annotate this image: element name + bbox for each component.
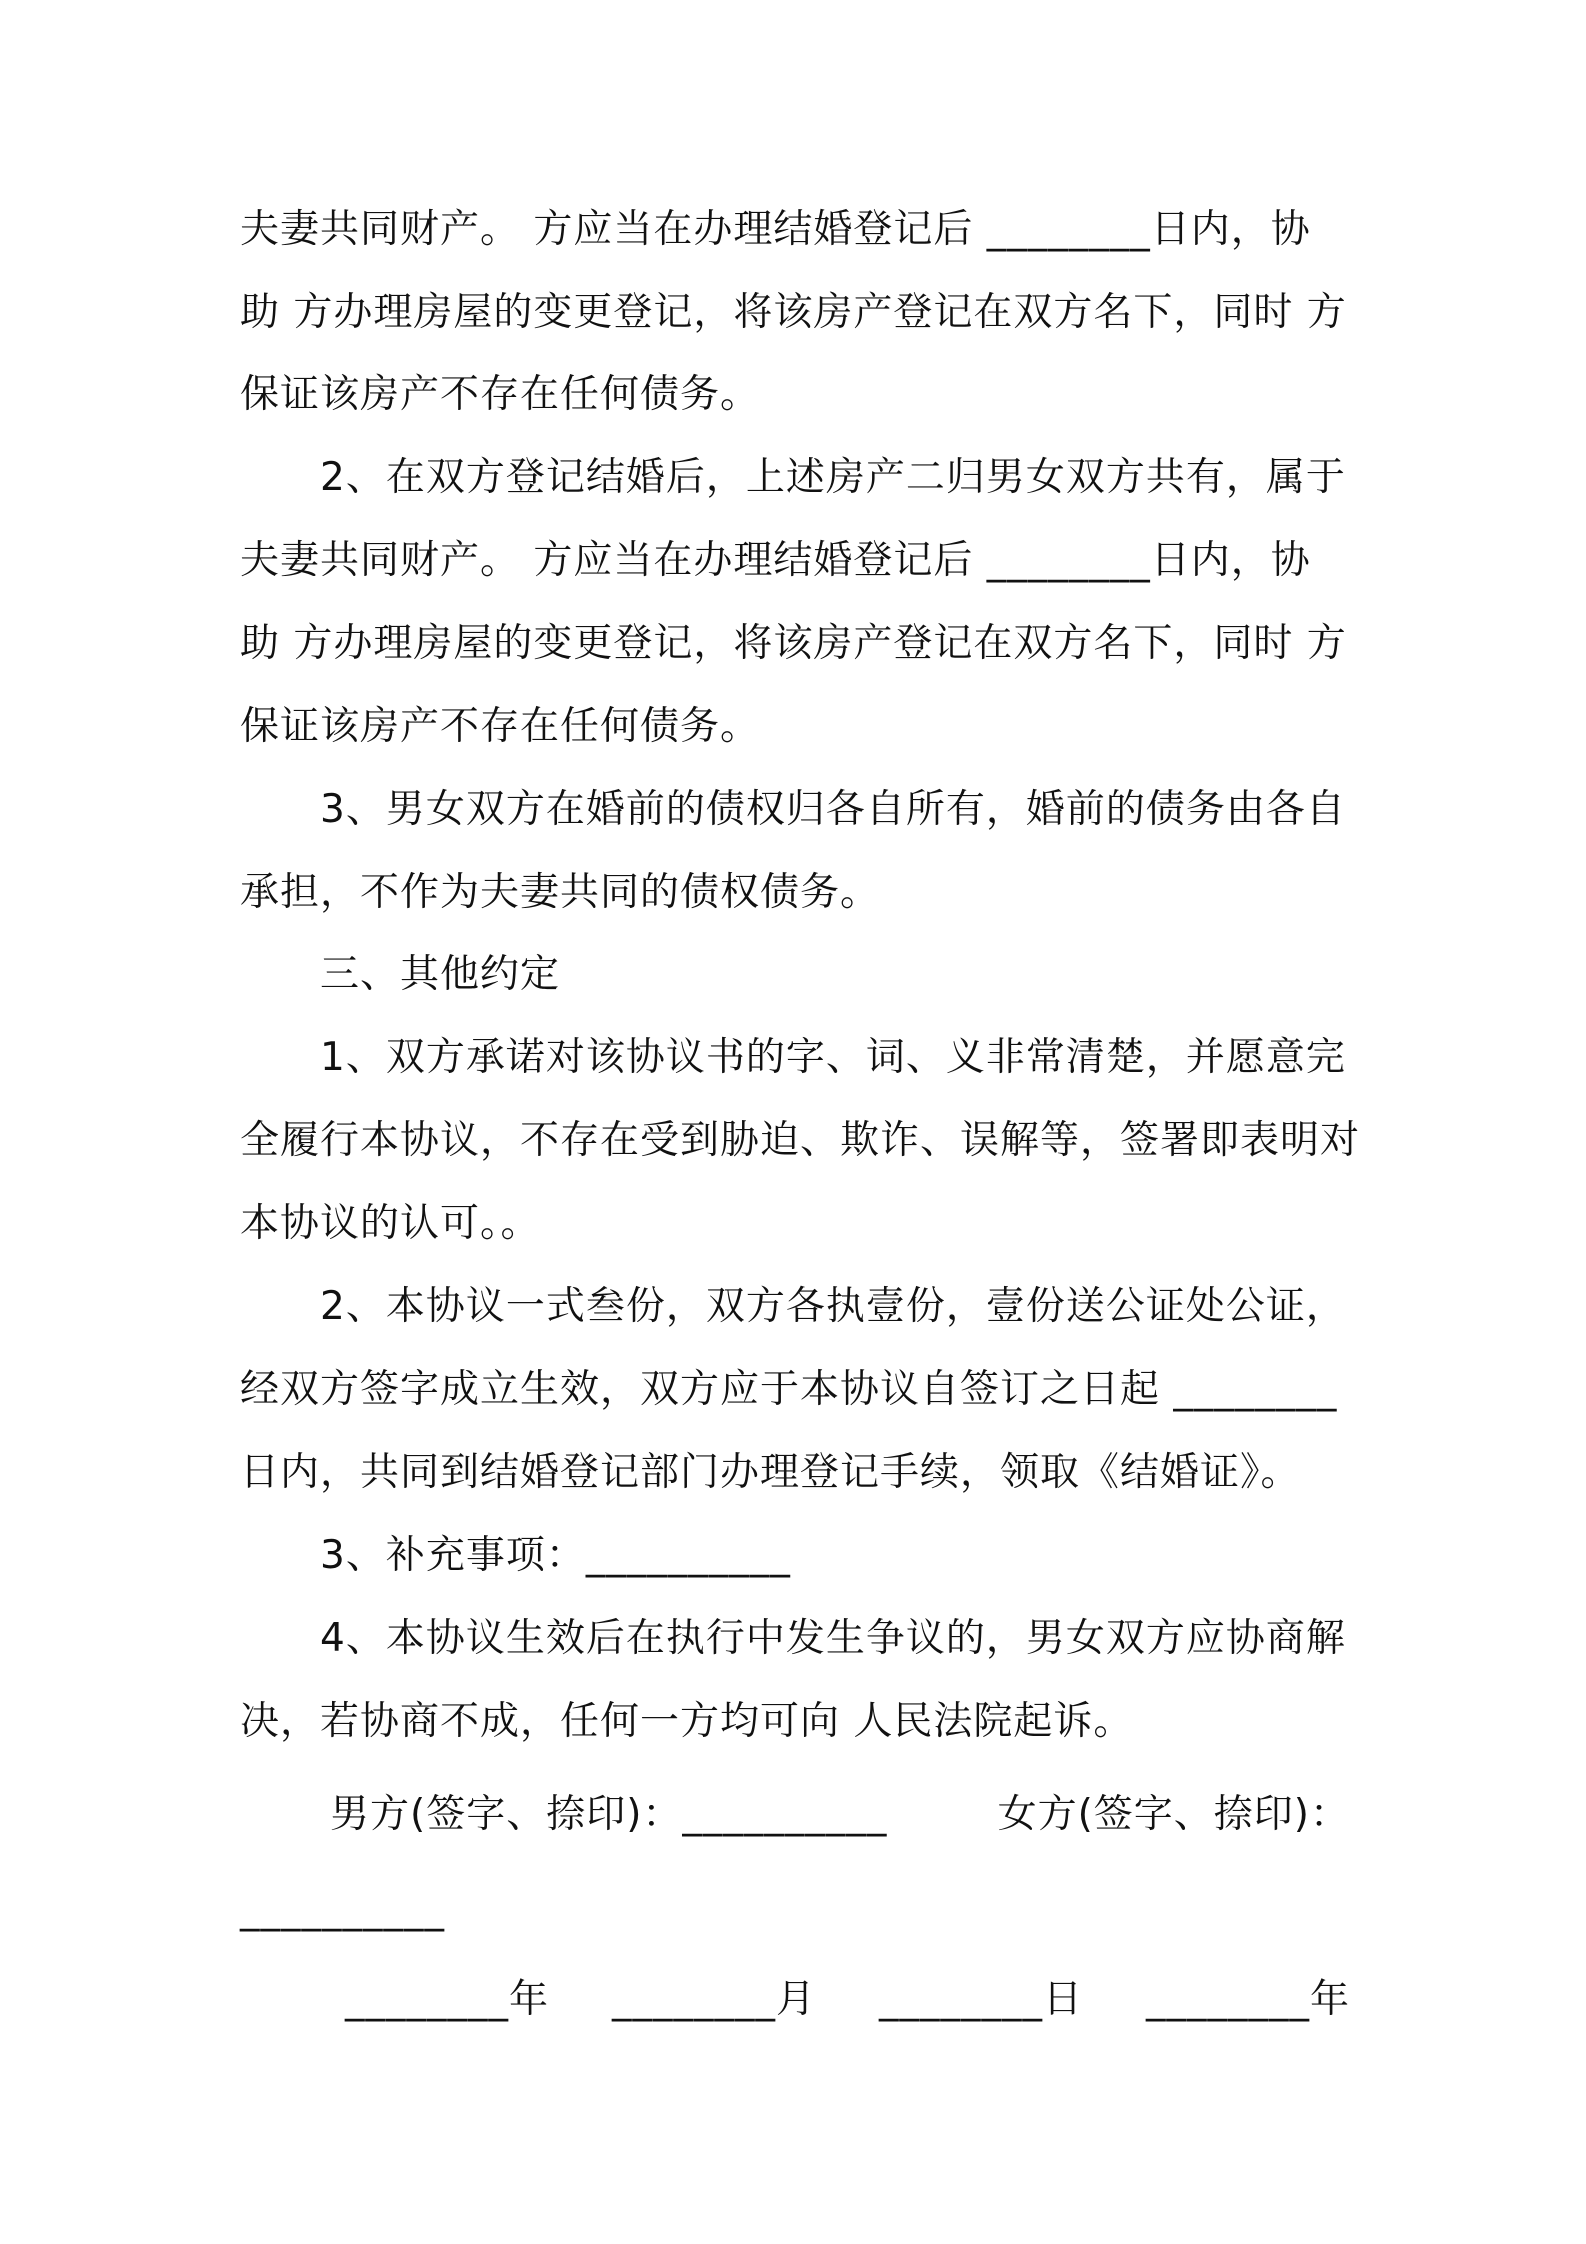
date-year-1: ________年 bbox=[345, 1977, 550, 2022]
paragraph-line: 助 方办理房屋的变更登记，将该房产登记在双方名下，同时 方 bbox=[240, 290, 1347, 335]
paragraph-line: 3、补充事项：__________ bbox=[320, 1533, 791, 1578]
female-signature-blank: __________ bbox=[240, 1887, 445, 1932]
paragraph-line: 夫妻共同财产。 方应当在办理结婚登记后 ________日内，协 bbox=[240, 538, 1311, 583]
signature-row bbox=[240, 1790, 1350, 1840]
paragraph-line: 2、本协议一式叁份，双方各执壹份，壹份送公证处公证， bbox=[320, 1284, 1346, 1329]
male-signature: 男方(签字、捺印)：__________ bbox=[330, 1792, 888, 1837]
date-row bbox=[240, 1975, 1350, 2025]
date-month: ________月 bbox=[611, 1977, 816, 2022]
date-day: ________日 bbox=[878, 1977, 1083, 2022]
paragraph-line: 2、在双方登记结婚后，上述房产二归男女双方共有，属于 bbox=[320, 455, 1346, 500]
paragraph-line: 经双方签字成立生效，双方应于本协议自签订之日起 ________ bbox=[240, 1367, 1338, 1412]
paragraph-line: 日内，共同到结婚登记部门办理登记手续，领取《结婚证》。 bbox=[240, 1450, 1301, 1495]
paragraph-line: 本协议的认可。。 bbox=[240, 1201, 541, 1246]
paragraph-line: 保证该房产不存在任何债务。 bbox=[240, 372, 761, 417]
paragraph-line: 4、本协议生效后在执行中发生争议的，男女双方应协商解 bbox=[320, 1616, 1346, 1661]
paragraph-line: 助 方办理房屋的变更登记，将该房产登记在双方名下，同时 方 bbox=[240, 621, 1347, 666]
female-signature: 女方(签字、捺印)： bbox=[997, 1792, 1350, 1837]
date-year-2: ________年 bbox=[1145, 1977, 1350, 2022]
section-heading: 三、其他约定 bbox=[320, 952, 561, 997]
paragraph-line: 全履行本协议，不存在受到胁迫、欺诈、误解等，签署即表明对 bbox=[240, 1118, 1361, 1163]
paragraph-line: 决，若协商不成，任何一方均可向 人民法院起诉。 bbox=[240, 1699, 1134, 1744]
paragraph-line: 夫妻共同财产。 方应当在办理结婚登记后 ________日内，协 bbox=[240, 207, 1311, 252]
paragraph-line: 保证该房产不存在任何债务。 bbox=[240, 704, 761, 749]
paragraph-line: 3、男女双方在婚前的债权归各自所有，婚前的债务由各自 bbox=[320, 787, 1346, 832]
paragraph-line: 承担，不作为夫妻共同的债权债务。 bbox=[240, 870, 881, 915]
paragraph-line: 1、双方承诺对该协议书的字、词、义非常清楚，并愿意完 bbox=[320, 1035, 1346, 1080]
